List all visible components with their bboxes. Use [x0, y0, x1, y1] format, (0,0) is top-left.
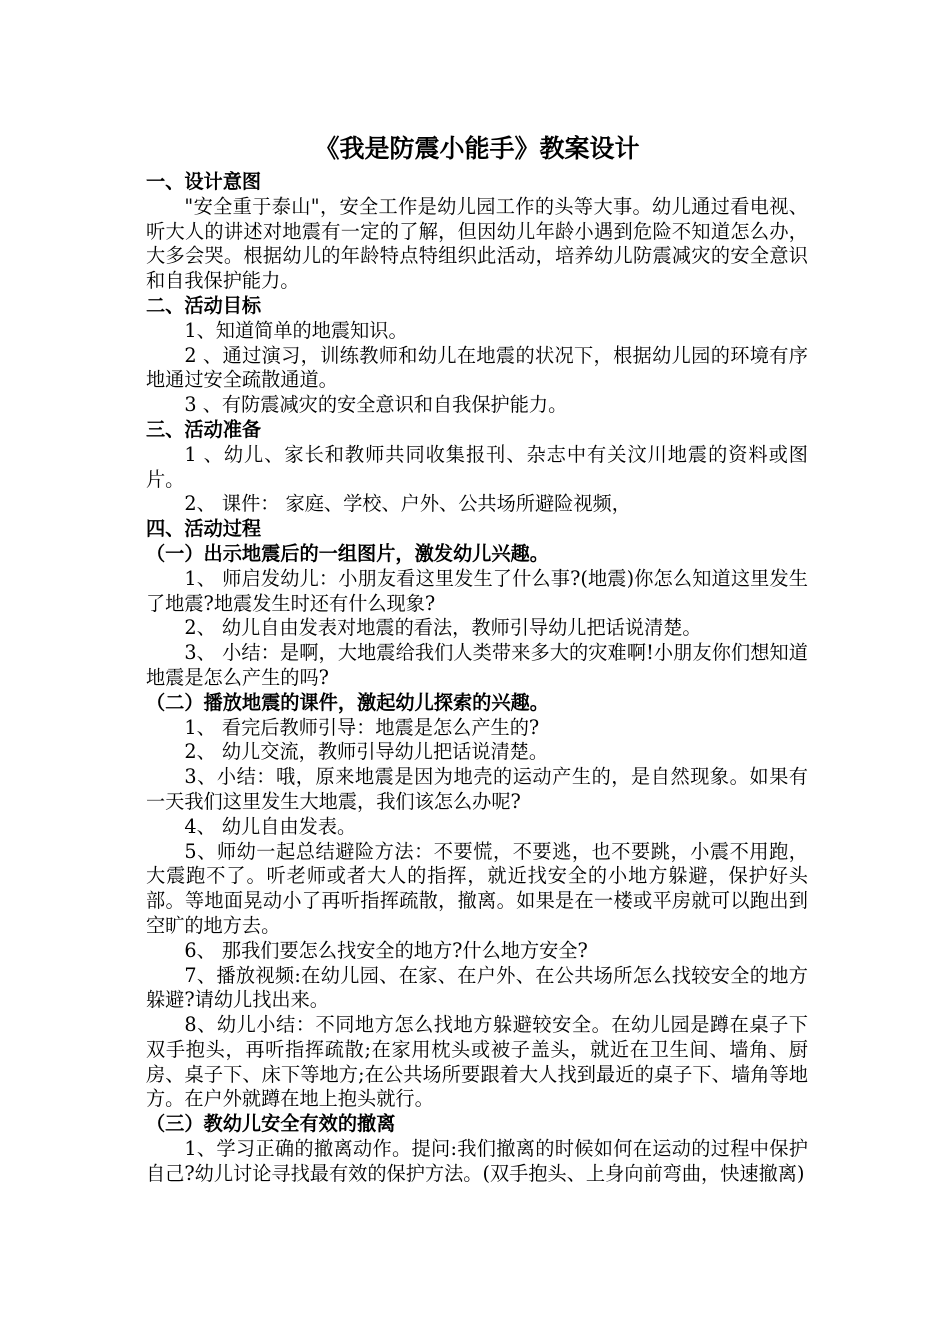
paragraph: 2、 课件： 家庭、学校、户外、公共场所避险视频，: [184, 492, 631, 516]
paragraph: 2、 幼儿交流，教师引导幼儿把话说清楚。: [184, 740, 549, 764]
paragraph: 2、 幼儿自由发表对地震的看法，教师引导幼儿把话说清楚。: [184, 616, 702, 640]
paragraph: 1 、幼儿、家长和教师共同收集报刊、杂志中有关汶川地震的资料或图片。: [146, 442, 808, 491]
document-title: 《我是防震小能手》教案设计: [314, 134, 640, 163]
paragraph: 1、 看完后教师引导：地震是怎么产生的?: [184, 715, 540, 739]
subsection-heading-2: （二）播放地震的课件，激起幼儿探索的兴趣。: [146, 690, 549, 714]
section-heading-intent: 一、设计意图: [146, 170, 262, 193]
section-heading-preparation: 三、活动准备: [146, 417, 262, 441]
section-heading-goals: 二、活动目标: [146, 293, 262, 317]
paragraph: 1、知道简单的地震知识。: [184, 318, 408, 342]
paragraph: 1、学习正确的撤离动作。提问:我们撤离的时候如何在运动的过程中保护自己?幼儿讨论寻找最有效的保护方法。(双手抱头、上身向前弯曲，快速撤离): [146, 1137, 808, 1185]
paragraph: 8、幼儿小结：不同地方怎么找地方躲避较安全。在幼儿园是蹲在桌子下双手抱头，再听指挥疏散;在家用枕头或被子盖头，就近在卫生间、墙角、厨房、桌子下、床下等地方;在公共场所要跟着大人找到最近的桌子下、墙角等地方。在户外就蹲在地上抱头就行。: [146, 1013, 808, 1111]
paragraph: 3、小结：哦，原来地震是因为地壳的运动产生的，是自然现象。如果有一天我们这里发生大地震，我们该怎么办呢?: [146, 765, 808, 813]
subsection-heading-3: （三）教幼儿安全有效的撤离: [146, 1112, 396, 1136]
document-body: [146, 130, 808, 1187]
paragraph: 1、 师启发幼儿：小朋友看这里发生了什么事?(地震)你怎么知道这里发生了地震?地震发生时还有什么现象?: [146, 566, 808, 615]
paragraph: 4、 幼儿自由发表。: [184, 814, 357, 838]
section-heading-process: 四、活动过程: [146, 517, 262, 541]
paragraph: 6、 那我们要怎么找安全的地方?什么地方安全?: [184, 938, 588, 962]
subsection-heading-1: （一）出示地震后的一组图片，激发幼儿兴趣。: [146, 541, 549, 565]
paragraph: 3、 小结：是啊，大地震给我们人类带来多大的灾难啊!小朋友你们想知道地震是怎么产生的吗?: [146, 641, 808, 689]
paragraph: 5、师幼一起总结避险方法：不要慌，不要逃，也不要跳，小震不用跑，大震跑不了。听老师或者大人的指挥，就近找安全的小地方躲避，保护好头部。等地面晃动小了再听指挥疏散，撤离。如果是在一楼或平房就可以跑出到空旷的地方去。: [146, 839, 808, 937]
paragraph: 7、播放视频:在幼儿园、在家、在户外、在公共场所怎么找较安全的地方躲避?请幼儿找出来。: [146, 963, 808, 1012]
paragraph: 3 、有防震减灾的安全意识和自我保护能力。: [184, 393, 568, 417]
paragraph: 2 、通过演习，训练教师和幼儿在地震的状况下，根据幼儿园的环境有序地通过安全疏散通道。: [146, 343, 808, 392]
paragraph: "安全重于泰山"，安全工作是幼儿园工作的头等大事。幼儿通过看电视、听大人的讲述对地震有一定的了解，但因幼儿年龄小遇到危险不知道怎么办，大多会哭。根据幼儿的年龄特点特组织此活动，培养幼儿防震减灾的安全意识和自我保护能力。: [146, 194, 808, 293]
